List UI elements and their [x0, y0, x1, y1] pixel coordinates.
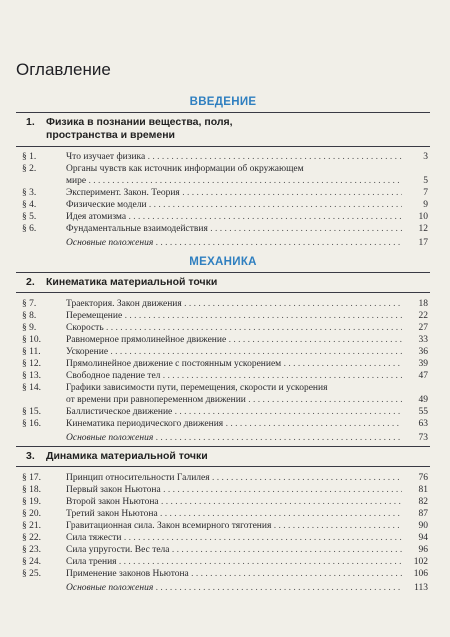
entry-title: Органы чувств как источник информации об окружающем — [66, 164, 304, 174]
section-number: § 7. — [22, 299, 37, 309]
entry-title: Принцип относительности Галилея . . . — [66, 472, 402, 484]
chapter-heading — [26, 276, 217, 289]
toc-entry[interactable] — [22, 370, 428, 382]
entry-title: Перемещение . . . — [66, 310, 402, 322]
toc-entry[interactable] — [22, 382, 428, 394]
page-number: 102 — [413, 557, 428, 567]
toc-entry[interactable] — [22, 532, 428, 544]
section-number: § 9. — [22, 323, 37, 333]
page-number: 90 — [418, 521, 428, 531]
section-number: § 10. — [22, 335, 41, 345]
chapter-title-line: Физика в познании вещества, поля, — [46, 116, 233, 128]
page-number: 113 — [414, 583, 428, 593]
entry-title: Свободное падение тел . . . — [66, 370, 402, 382]
summary-entry[interactable] — [66, 432, 428, 444]
entry-title: Гравитационная сила. Закон всемирного тяготения . . . — [66, 520, 402, 532]
section-number: § 19. — [22, 497, 41, 507]
toc-entry[interactable] — [22, 223, 428, 235]
toc-entry[interactable] — [22, 187, 428, 199]
toc-entry[interactable] — [22, 508, 428, 520]
section-number: § 6. — [22, 224, 37, 234]
page-number: 33 — [418, 335, 428, 345]
page-number: 87 — [418, 509, 428, 519]
page-number: 106 — [413, 569, 428, 579]
page-number: 22 — [418, 311, 428, 321]
chapter-title-line: Динамика материальной точки — [46, 450, 208, 462]
section-number: § 4. — [22, 200, 37, 210]
page-number: 81 — [418, 485, 428, 495]
entry-title: Ускорение . . . — [66, 346, 402, 358]
section-number: § 3. — [22, 188, 37, 198]
toc-entry[interactable] — [22, 418, 428, 430]
entry-title: Прямолинейное движение с постоянным ускорением . . . — [66, 358, 402, 370]
toc-entry[interactable] — [22, 199, 428, 211]
chapter-number: 1. — [26, 116, 35, 128]
divider — [16, 292, 430, 293]
entry-title: Физические модели . . . — [66, 199, 402, 211]
page-number: 39 — [418, 359, 428, 369]
toc-entry[interactable] — [22, 358, 428, 370]
section-heading-introduction: ВВЕДЕНИЕ — [189, 96, 257, 108]
page-number: 47 — [418, 371, 428, 381]
entry-title: Траектория. Закон движения . . . — [66, 298, 402, 310]
summary-label: Основные положения . . . — [66, 582, 402, 594]
section-number: § 11. — [22, 347, 41, 357]
entry-title: от времени при равнопеременном движении . . . — [66, 394, 402, 406]
section-number: § 25. — [22, 569, 41, 579]
toc-entry[interactable] — [22, 520, 428, 532]
divider — [16, 446, 430, 447]
entry-title: Применение законов Ньютона . . . — [66, 568, 402, 580]
toc-entry[interactable] — [22, 496, 428, 508]
toc-entry[interactable] — [22, 310, 428, 322]
divider — [16, 146, 430, 147]
page-number: 12 — [418, 224, 428, 234]
chapter-number: 3. — [26, 450, 35, 462]
page-number: 18 — [418, 299, 428, 309]
entry-title: Графики зависимости пути, перемещения, скорости и ускорения — [66, 383, 328, 393]
page-number: 49 — [418, 395, 428, 405]
toc-entry[interactable] — [22, 346, 428, 358]
page-number: 3 — [423, 152, 428, 162]
toc-entry[interactable] — [22, 298, 428, 310]
page-number: 7 — [423, 188, 428, 198]
entry-title: Идея атомизма . . . — [66, 211, 402, 223]
entry-title: Второй закон Ньютона . . . — [66, 496, 402, 508]
toc-entry-continuation[interactable] — [22, 175, 428, 187]
toc-entry[interactable] — [22, 334, 428, 346]
summary-entry[interactable] — [66, 582, 428, 594]
section-number: § 8. — [22, 311, 37, 321]
toc-entry[interactable] — [22, 472, 428, 484]
entry-title: Третий закон Ньютона . . . — [66, 508, 402, 520]
entry-title: Скорость . . . — [66, 322, 402, 334]
section-number: § 5. — [22, 212, 37, 222]
page-number: 17 — [418, 238, 428, 248]
page-number: 9 — [423, 200, 428, 210]
section-number: § 23. — [22, 545, 41, 555]
section-number: § 15. — [22, 407, 41, 417]
chapter-number: 2. — [26, 276, 35, 288]
toc-entry[interactable] — [22, 556, 428, 568]
entry-title: Баллистическое движение . . . — [66, 406, 402, 418]
section-number: § 18. — [22, 485, 41, 495]
toc-entry[interactable] — [22, 151, 428, 163]
toc-entry[interactable] — [22, 568, 428, 580]
page-number: 63 — [418, 419, 428, 429]
chapter-heading — [26, 116, 233, 142]
page-number: 94 — [418, 533, 428, 543]
toc-entry[interactable] — [22, 211, 428, 223]
chapter-title-line: Кинематика материальной точки — [46, 276, 218, 288]
page-number: 73 — [418, 433, 428, 443]
section-number: § 13. — [22, 371, 41, 381]
summary-label: Основные положения . . . — [66, 237, 402, 249]
toc-entry[interactable] — [22, 484, 428, 496]
entry-title: Эксперимент. Закон. Теория . . . — [66, 187, 402, 199]
section-number: § 22. — [22, 533, 41, 543]
section-heading-mechanics: МЕХАНИКА — [189, 256, 257, 268]
entry-title: Первый закон Ньютона . . . — [66, 484, 402, 496]
divider — [16, 466, 430, 467]
toc-entry[interactable] — [22, 406, 428, 418]
section-number: § 21. — [22, 521, 41, 531]
toc-entry[interactable] — [22, 322, 428, 334]
section-number: § 2. — [22, 164, 37, 174]
section-number: § 12. — [22, 359, 41, 369]
divider — [16, 272, 430, 273]
chapter-title-line: пространства и времени — [46, 129, 176, 141]
section-number: § 14. — [22, 383, 41, 393]
chapter-heading — [26, 450, 208, 463]
page-number: 82 — [418, 497, 428, 507]
page-title: Оглавление — [16, 60, 111, 79]
section-number: § 20. — [22, 509, 41, 519]
section-number: § 24. — [22, 557, 41, 567]
page-number: 10 — [418, 212, 428, 222]
entry-title: Сила упругости. Вес тела . . . — [66, 544, 402, 556]
section-number: § 17. — [22, 473, 41, 483]
entry-title: Что изучает физика . . . — [66, 151, 402, 163]
page-number: 27 — [418, 323, 428, 333]
section-number: § 1. — [22, 152, 37, 162]
summary-label: Основные положения . . . — [66, 432, 402, 444]
summary-entry[interactable] — [66, 237, 428, 249]
toc-entry[interactable] — [22, 163, 428, 175]
page-number: 55 — [418, 407, 428, 417]
entry-title: Сила тяжести . . . — [66, 532, 402, 544]
entry-title: Кинематика периодического движения . . . — [66, 418, 402, 430]
section-number: § 16. — [22, 419, 41, 429]
entry-title: мире . . . — [66, 175, 402, 187]
page-number: 5 — [423, 176, 428, 186]
page-number: 76 — [418, 473, 428, 483]
toc-entry-continuation[interactable] — [22, 394, 428, 406]
entry-title: Сила трения . . . — [66, 556, 402, 568]
page-number: 96 — [418, 545, 428, 555]
entry-title: Фундаментальные взаимодействия . . . — [66, 223, 402, 235]
divider — [16, 112, 430, 113]
page-number: 36 — [418, 347, 428, 357]
toc-entry[interactable] — [22, 544, 428, 556]
entry-title: Равномерное прямолинейное движение . . . — [66, 334, 402, 346]
